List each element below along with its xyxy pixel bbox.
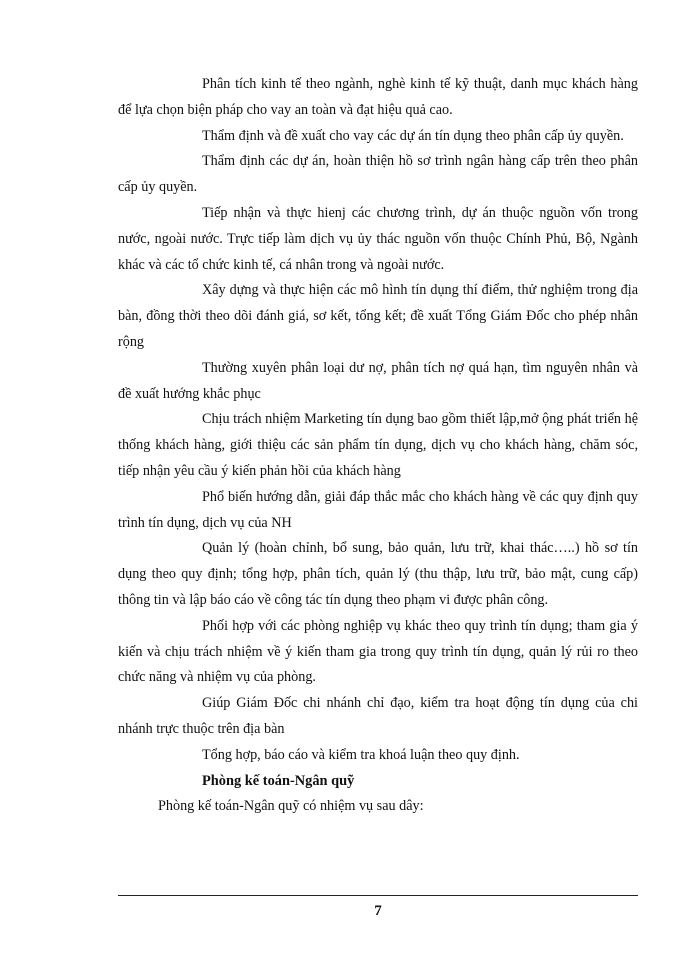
paragraph-pilot-models: Xây dựng và thực hiện các mô hình tín dụng thí điểm, thử nghiệm trong địa bàn, đồng thời theo dõi đánh giá, sơ kết, tổng kết; đề xuất Tổng Giám Đốc cho phép nhân rộng: [118, 282, 638, 350]
paragraph-program-implementation: Tiếp nhận và thực hienj các chương trình, dự án thuộc nguồn vốn trong nước, ngoài nước. Trực tiếp làm dịch vụ ủy thác nguồn vốn thuộc Chính Phủ, Bộ, Ngành khác và các tổ chức kinh tế, cá nhân trong và ngoài nước.: [118, 204, 638, 273]
paragraph-sector-analysis: Phân tích kinh tế theo ngành, nghè kinh tế kỹ thuật, danh mục khách hàng để lựa chọn biện pháp cho vay an toàn và đạt hiệu quả cao.: [118, 76, 638, 118]
paragraph-loan-appraisal: Thẩm định và đề xuất cho vay các dự án tín dụng theo phân cấp ủy quyền.: [202, 127, 624, 144]
section-intro: Phòng kế toán-Ngân quỹ có nhiệm vụ sau dây:: [158, 798, 424, 815]
paragraph-branch-supervision: Giúp Giám Đốc chi nhánh chỉ đạo, kiểm tra hoạt động tín dụng của chi nhánh trực thuộc trên địa bàn: [118, 695, 638, 737]
page-body: [118, 72, 638, 820]
paragraph-department-coordination: Phối hợp với các phòng nghiệp vụ khác theo quy trình tín dụng; tham gia ý kiến và chịu trách nhiệm về ý kiến tham gia trong quy trình tín dụng, quản lý rủi ro theo chức năng và nhiệm vụ của phòng.: [118, 617, 638, 686]
paragraph-records-management: Quản lý (hoàn chỉnh, bổ sung, bảo quản, lưu trữ, khai thác…..) hồ sơ tín dụng theo quy định; tổng hợp, phân tích, quản lý (thu thập, lưu trữ, bảo mật, cung cấp) thông tin và lập báo cáo về công tác tín dụng theo phạm vi được phân công.: [118, 540, 638, 608]
page-number: 7: [374, 903, 382, 919]
paragraph-reporting: Tổng hợp, báo cáo và kiểm tra khoá luận theo quy định.: [202, 746, 520, 763]
paragraph-debt-classification: Thường xuyên phân loại dư nợ, phân tích nợ quá hạn, tìm nguyên nhân và đề xuất hướng khắc phục: [118, 359, 638, 402]
paragraph-project-appraisal: Thẩm định các dự án, hoàn thiện hồ sơ trình ngân hàng cấp trên theo phân cấp ủy quyền.: [118, 153, 638, 196]
section-heading: Phòng kế toán-Ngân quỹ: [202, 772, 355, 789]
paragraph-credit-marketing: Chịu trách nhiệm Marketing tín dụng bao gồm thiết lập,mở ộng phát triển hệ thống khách hàng, giới thiệu các sản phẩm tín dụng, dịch vụ cho khách hàng, chăm sóc, tiếp nhận yêu cầu ý kiến phản hồi của khách hàng: [118, 411, 638, 479]
footer-divider: [118, 895, 638, 896]
paragraph-customer-guidance: Phổ biến hướng dẫn, giải đáp thắc mắc cho khách hàng về các quy định quy trình tín dụng, dịch vụ của NH: [118, 488, 638, 531]
